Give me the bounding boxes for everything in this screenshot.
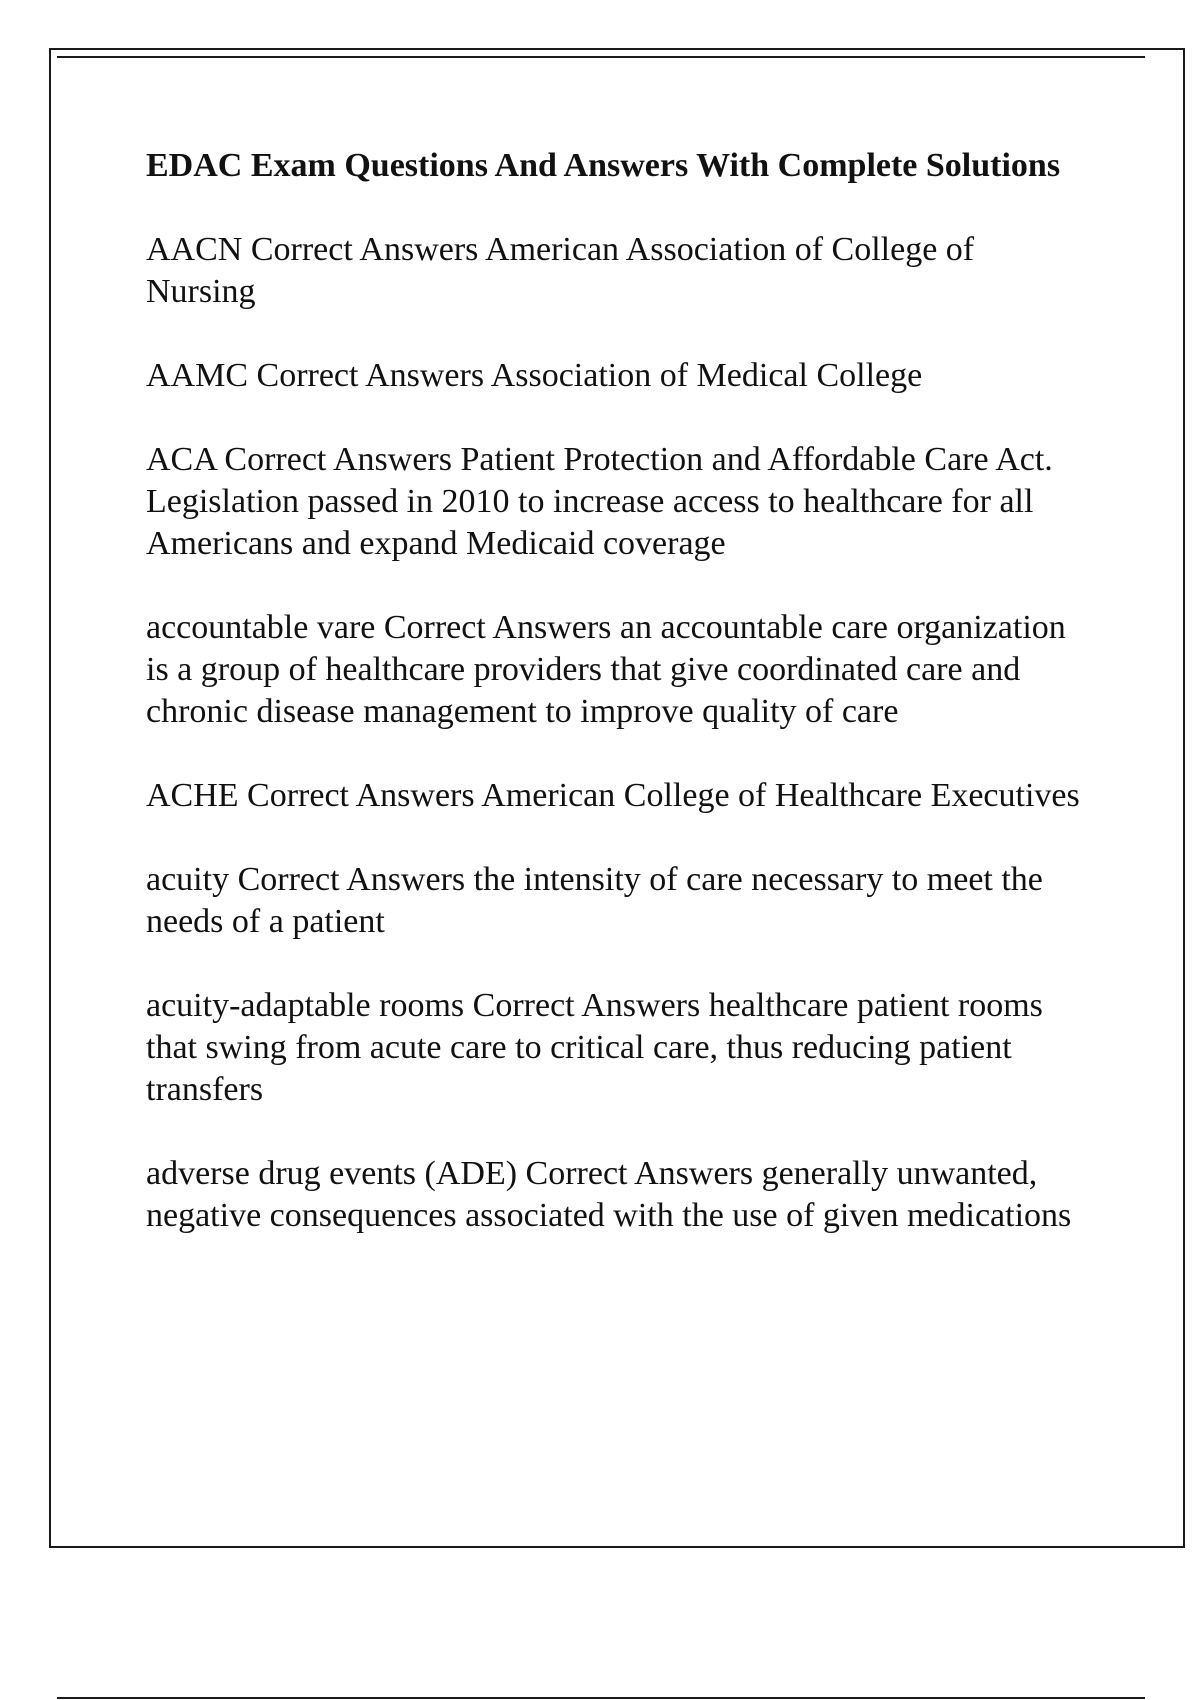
document-body [146,145,1086,1279]
footer-rule [57,1697,1145,1699]
entry-adverse-drug-events: adverse drug events (ADE) Correct Answers generally unwanted, negative consequences associated with the use of given medications [146,1155,1072,1234]
entry-aamc: AAMC Correct Answers Association of Medical College [146,357,923,394]
entry-aca: ACA Correct Answers Patient Protection and Affordable Care Act. Legislation passed in 2010 to increase access to healthcare for all Americans and expand Medicaid coverage [146,441,1053,562]
entry-acuity: acuity Correct Answers the intensity of care necessary to meet the needs of a patient [146,861,1043,940]
entry-acuity-adaptable-rooms: acuity-adaptable rooms Correct Answers healthcare patient rooms that swing from acute care to critical care, thus reducing patient transfers [146,987,1043,1108]
header-rule [57,56,1145,58]
entry-accountable-care: accountable vare Correct Answers an accountable care organization is a group of healthcare providers that give coordinated care and chronic disease management to improve quality of care [146,609,1066,730]
document-title: EDAC Exam Questions And Answers With Complete Solutions [146,147,1061,184]
entry-ache: ACHE Correct Answers American College of Healthcare Executives [146,777,1080,814]
entry-aacn: AACN Correct Answers American Association of College of Nursing [146,231,975,310]
